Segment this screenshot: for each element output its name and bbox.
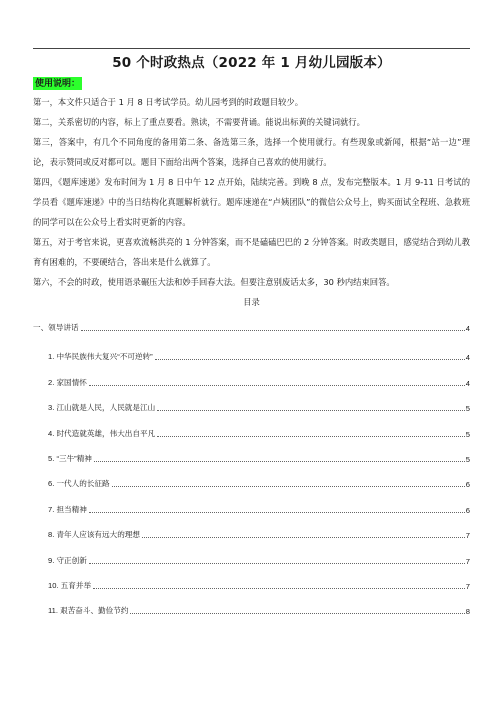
toc-dot-leader xyxy=(142,536,465,538)
toc-entry-label: 1. 中华民族伟大复兴“不可逆转” xyxy=(48,352,153,362)
toc-dot-leader xyxy=(130,612,464,614)
toc-dot-leader xyxy=(155,358,465,360)
toc-entry-label: 6. 一代人的长征路 xyxy=(48,479,110,489)
toc-entry-label: 5. “三牛”精神 xyxy=(48,453,92,463)
toc-entry-page: 4 xyxy=(465,324,470,333)
toc-dot-leader xyxy=(89,511,465,513)
toc-dot-leader xyxy=(93,587,465,589)
toc-entry-page: 8 xyxy=(465,607,470,617)
instruction-paragraphs xyxy=(33,92,470,292)
toc-entry-label: 10. 五育并举 xyxy=(48,580,92,590)
instruction-paragraph-4: 第四，《题库速递》发布时间为 1 月 8 日中午 12 点开始，陆续完善。到晚 8 点，发布完整版本。1 月 9-11 日考试的学员看《题库速递》中的当日结构化真题解析就行。题库速递在“卢姨团队”的微信公众号上，购买面试全程班、急救班的同学可以在公众号上看实时更新的内容。 xyxy=(33,177,470,227)
instruction-paragraph-6: 第六，不会的时政，使用语录碾压大法和妙手回春大法。但要注意别废话太多，30 秒内结束回答。 xyxy=(33,277,395,287)
toc-entry-page: 5 xyxy=(465,404,470,414)
toc-entry-page: 5 xyxy=(465,429,470,439)
instruction-paragraph-1: 第一，本文件只适合于 1 月 8 日考试学员。幼儿园考到的时政题目较少。 xyxy=(33,97,304,107)
toc-entry-page: 5 xyxy=(465,454,470,464)
toc-entry-label: 8. 青年人应该有远大的理想 xyxy=(48,530,140,540)
toc-dot-leader xyxy=(157,409,465,411)
toc-entry-7[interactable] xyxy=(33,489,470,514)
toc-entry-5[interactable] xyxy=(33,439,470,464)
toc-entry-label: 2. 家国情怀 xyxy=(48,377,87,387)
toc-entry-label: 11. 艰苦奋斗、勤俭节约 xyxy=(48,606,129,616)
toc-entry-label: 9. 守正创新 xyxy=(48,555,87,565)
toc-dot-leader xyxy=(89,384,465,386)
toc-entry-section-1[interactable] xyxy=(33,318,470,333)
toc-entry-page: 7 xyxy=(465,531,470,541)
toc-entry-page: 6 xyxy=(465,480,470,490)
toc-dot-leader xyxy=(94,460,465,462)
toc-entry-page: 7 xyxy=(465,581,470,591)
toc-entry-8[interactable] xyxy=(33,515,470,540)
toc-dot-leader xyxy=(89,562,465,564)
toc-title: 目录 xyxy=(243,297,260,307)
toc-entry-label: 一、领导讲话 xyxy=(33,323,79,332)
table-of-contents xyxy=(33,318,470,616)
document-title: 50 个时政热点（2022 年 1 月幼儿园版本） xyxy=(112,55,391,71)
toc-entry-page: 4 xyxy=(465,378,470,388)
header-rule xyxy=(33,48,470,49)
toc-entry-9[interactable] xyxy=(33,540,470,565)
toc-entry-page: 7 xyxy=(465,556,470,566)
toc-entry-label: 4. 时代造就英雄，伟大出自平凡 xyxy=(48,428,156,438)
usage-instructions-label: 使用说明： xyxy=(35,79,81,89)
instruction-paragraph-2: 第二，关系密切的内容，标上了重点要看。熟读，不需要背诵。能说出标黄的关键词就行。 xyxy=(33,117,365,127)
toc-entry-page: 6 xyxy=(465,505,470,515)
toc-entry-label: 3. 江山就是人民，人民就是江山 xyxy=(48,403,156,413)
toc-dot-leader xyxy=(112,485,465,487)
toc-dot-leader xyxy=(81,329,465,331)
toc-entry-3[interactable] xyxy=(33,388,470,413)
instruction-paragraph-5: 第五，对于考官来说，更喜欢流畅洪亮的 1 分钟答案，而不是磕磕巴巴的 2 分钟答案。时政类题目，感觉结合到幼儿教育有困难的，不要硬结合，答出来是什么就算了。 xyxy=(33,237,470,267)
toc-entry-6[interactable] xyxy=(33,464,470,489)
toc-entry-1[interactable] xyxy=(33,337,470,362)
toc-entry-11[interactable] xyxy=(33,591,470,616)
toc-entry-label: 7. 担当精神 xyxy=(48,504,87,514)
toc-entry-4[interactable] xyxy=(33,413,470,438)
toc-entry-page: 4 xyxy=(465,353,470,363)
instruction-paragraph-3: 第三，答案中，有几个不同角度的备用第二条、备选第三条，选择一个使用就行。有些现象或新闻，根据“站一边”理论，表示赞同或反对都可以。题目下面给出两个答案，选择自己喜欢的使用就行。 xyxy=(33,137,470,167)
toc-dot-leader xyxy=(157,435,465,437)
toc-entry-2[interactable] xyxy=(33,362,470,387)
toc-entry-10[interactable] xyxy=(33,566,470,591)
